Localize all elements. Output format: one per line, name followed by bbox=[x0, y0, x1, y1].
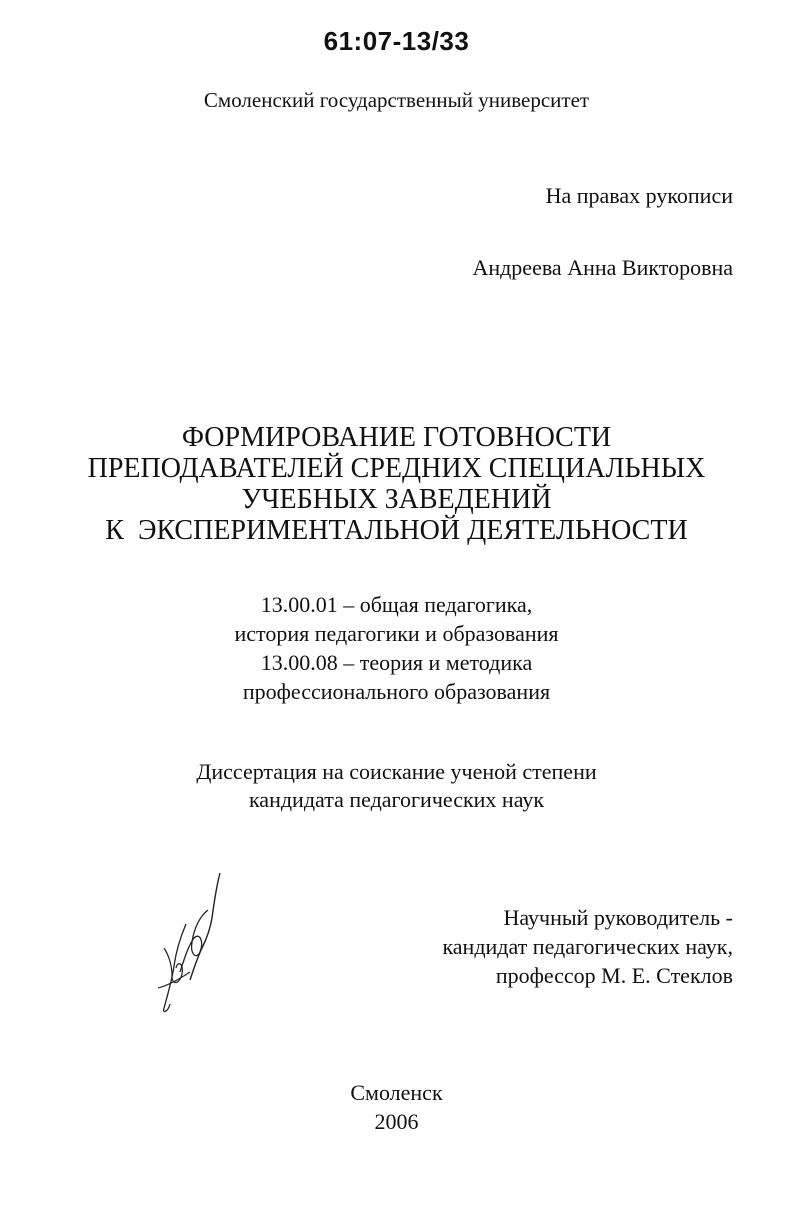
title-line: ПРЕПОДАВАТЕЛЕЙ СРЕДНИХ СПЕЦИАЛЬНЫХ bbox=[87, 453, 706, 484]
manuscript-note: На правах рукописи bbox=[545, 183, 733, 208]
specialty-line: профессионального образования bbox=[242, 679, 551, 704]
supervisor-block bbox=[442, 903, 733, 990]
city: Смоленск bbox=[350, 1080, 443, 1105]
supervisor-line: профессор М. Е. Стеклов bbox=[495, 963, 733, 988]
supervisor-line: кандидат педагогических наук, bbox=[442, 934, 733, 959]
author-name: Андреева Анна Викторовна bbox=[472, 255, 733, 280]
dissertation-title bbox=[0, 422, 793, 546]
specialty-line: 13.00.08 – теория и методика bbox=[260, 650, 533, 675]
place-and-year bbox=[0, 1078, 793, 1136]
university-name: Смоленский государственный университет bbox=[203, 88, 590, 112]
title-line: ФОРМИРОВАНИЕ ГОТОВНОСТИ bbox=[181, 422, 612, 453]
catalog-code: 61:07-13/33 bbox=[323, 26, 470, 56]
specialty-line: история педагогики и образования bbox=[234, 621, 559, 646]
degree-line: кандидата педагогических наук bbox=[248, 787, 545, 812]
degree-statement bbox=[0, 758, 793, 814]
specialty-line: 13.00.01 – общая педагогика, bbox=[260, 592, 533, 617]
degree-line: Диссертация на соискание ученой степени bbox=[196, 759, 597, 784]
handwritten-signature bbox=[150, 868, 240, 1018]
title-line: К ЭКСПЕРИМЕНТАЛЬНОЙ ДЕЯТЕЛЬНОСТИ bbox=[105, 515, 688, 546]
title-line: УЧЕБНЫХ ЗАВЕДЕНИЙ bbox=[241, 484, 552, 515]
supervisor-line: Научный руководитель - bbox=[503, 905, 733, 930]
specialty-codes bbox=[0, 590, 793, 706]
year: 2006 bbox=[374, 1109, 419, 1134]
